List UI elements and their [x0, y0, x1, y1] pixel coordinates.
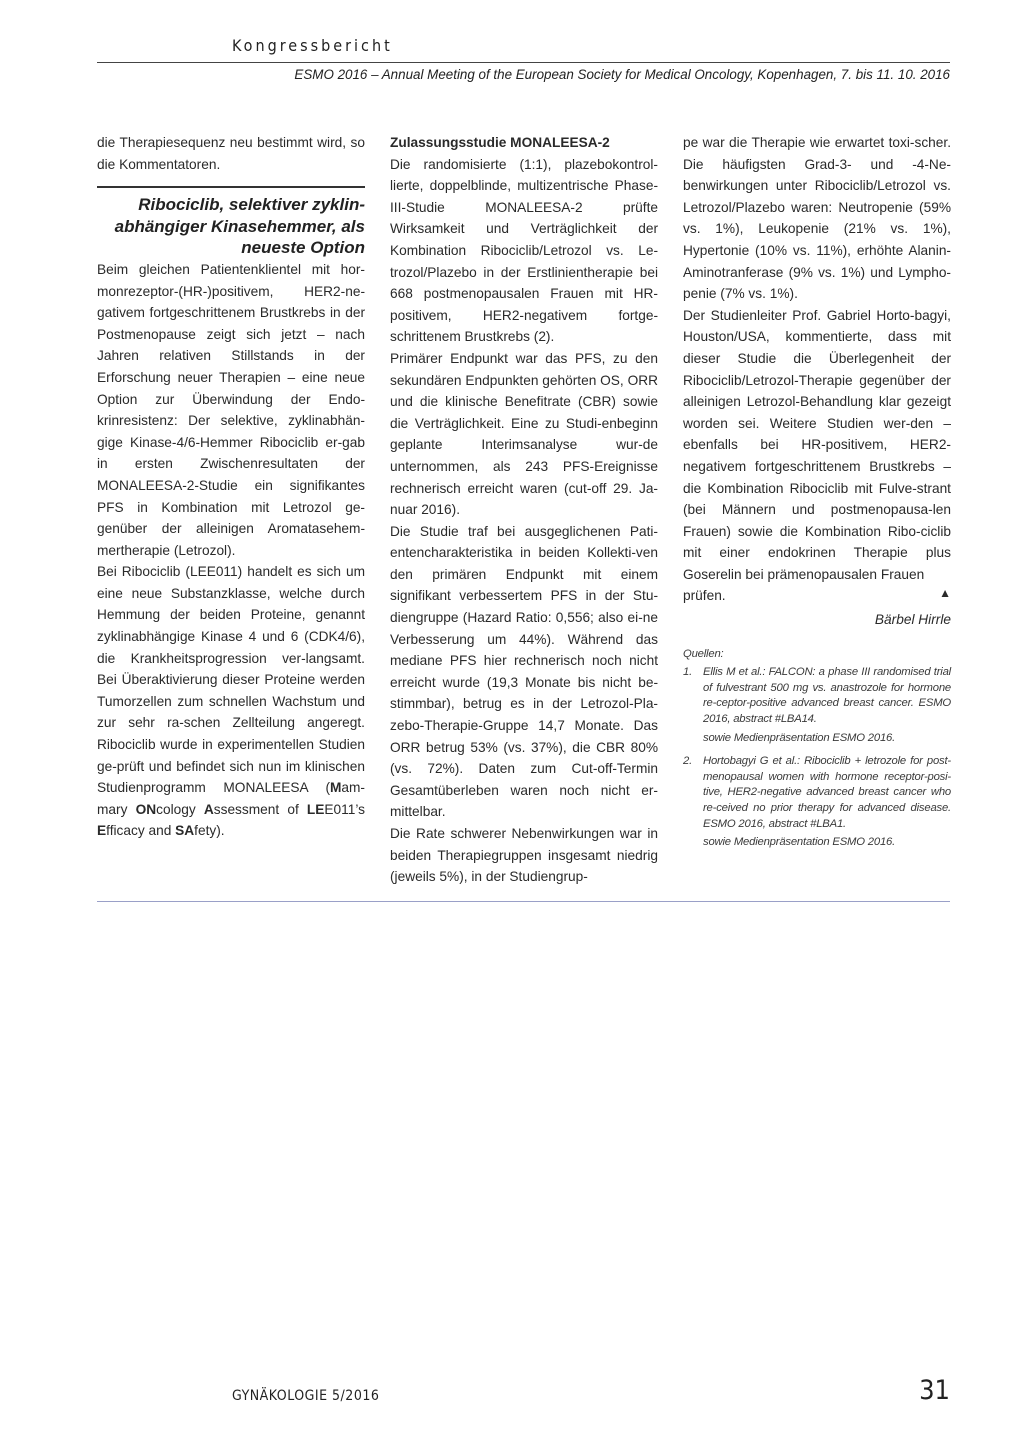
acronym-text: E011’s — [324, 801, 366, 817]
paragraph-text: prüfen. — [683, 588, 726, 604]
acronym-text: am-mary — [97, 780, 365, 817]
reference-text: Hortobagyi G et al.: Ribociclib + letrozole for post-menopausal women with hormone receptor-posi-tive, HER2-negative advanced breast cancer who re-ceived no prior therapy for advanced disease. ESMO 2016, abstract #LBA1. — [703, 755, 951, 830]
journal-footer: GYNÄKOLOGIE 5/2016 — [232, 1388, 380, 1404]
acronym-letter: ON — [135, 801, 157, 817]
reference-note: sowie Medienpräsentation ESMO 2016. — [703, 731, 896, 744]
paragraph: Primärer Endpunkt war das PFS, zu den sekundären Endpunkten gehörten OS, ORR und die klinische Benefitrate (CBR) sowie die Verträglichkeit. Eine zu Studi-enbeginn geplante Interimsanalyse wur-de unternommen, als 243 PFS-Ereignisse rechnerisch erreicht waren (cut-off 29. Ja-nuar 2016). — [390, 350, 658, 518]
reference-item — [683, 665, 951, 727]
acronym-text: fficacy and — [106, 823, 176, 839]
meeting-subtitle: ESMO 2016 – Annual Meeting of the European Society for Medical Oncology, Kopenhagen, 7. bis 11. 10. 2016 — [294, 67, 950, 82]
paragraph — [97, 561, 365, 842]
reference-number: 1. — [683, 666, 693, 679]
acronym-letter: LE — [306, 801, 325, 817]
header-rule — [97, 62, 950, 63]
column-3 — [683, 132, 951, 859]
paragraph: Der Studienleiter Prof. Gabriel Horto-bagyi, Houston/USA, kommentierte, dass mit dieser Studie die Überlegenheit der Ribociclib/Letrozol-Therapie gegenüber der alleinigen Letrozol-Behandlung klar gezeigt worden sei. Weitere Studien wer-den – ebenfalls bei HR-positivem, HER2-negativem fortgeschrittenem Brustkrebs – die Kombination Ribociclib mit Fulve-strant (bei Männern und postmenopausa-len Frauen) sowie die Kombination Ribo-ciclib mit einer endokrinen Therapie plus Goserelin bei prämenopausalen Frauen — [683, 307, 951, 582]
acronym-text: cology — [156, 801, 204, 817]
section-rule — [97, 186, 365, 188]
paragraph-end — [683, 585, 951, 607]
acronym-letter: M — [330, 780, 342, 796]
paragraph: Die Studie traf bei ausgeglichenen Pati-entencharakteristika in beiden Kollekti-ven den primären Endpunkt mit einem signifikant verbessertem PFS in der Stu-diengruppe (Hazard Ratio: 0,556; also ei-ne Verbesserung um 44%). Während das mediane PFS hier rechnerisch noch nicht erreicht wurde (19,3 Monate bis nicht be-stimmbar), betrug es in der Letrozol-Pla-zebo-Therapie-Gruppe 14,7 Monate. Das ORR betrug 53% (vs. 37%), die CBR 80% (vs. 72%). Daten zum Cut-off-Termin Gesamtüberleben waren noch nicht er-mittelbar. — [390, 523, 658, 820]
section-heading: Ribociclib, selektiver zyklin-abhängiger Kinasehemmer, als neueste Option — [114, 195, 365, 258]
references-heading: Quellen: — [683, 647, 724, 660]
content-bottom-rule — [97, 901, 950, 902]
references — [683, 647, 951, 851]
column-2 — [390, 132, 658, 888]
reference-item — [683, 754, 951, 832]
acronym-letter: E — [97, 823, 107, 839]
section-title: Kongressbericht — [232, 36, 393, 55]
paragraph-text: Bei Ribociclib (LEE011) handelt es sich um eine neue Substanzklasse, welche durch Hemmung der beiden Proteine, genannt zyklinabhängige Kinase 4 und 6 (CDK4/6), die Krankheitsprogression ver-langsamt. Bei Überaktivierung dieser Proteine werden Tumorzellen zum schnellen Wachstum und zur sehr ra-schen Zellteilung angeregt. Ribociclib wurde in experimentellen Studien ge-prüft und befindet sich nun im klinischen Studienprogramm MONALEESA ( — [97, 564, 365, 796]
column-1 — [97, 132, 365, 842]
acronym-text: ssessment of — [213, 801, 307, 817]
end-triangle-icon: ▲ — [939, 586, 951, 601]
reference-note: sowie Medienpräsentation ESMO 2016. — [703, 836, 896, 849]
reference-text: Ellis M et al.: FALCON: a phase III randomised trial of fulvestrant 500 mg vs. anastrozole for hormone re-ceptor-positive advanced breast cancer. ESMO 2016, abstract #LBA14. — [703, 666, 951, 726]
paragraph: pe war die Therapie wie erwartet toxi-scher. Die häufigsten Grad-3- und -4-Ne-benwirkungen unter Ribociclib/Letrozol vs. Letrozol/Plazebo waren: Neutropenie (59% vs. 1%), Leukopenie (21% vs. 1%), Hypertonie (10% vs. 11%), erhöhte Alanin-Aminotranferase (9% vs. 1%) und Lympho-penie (7% vs. 1%). — [683, 135, 951, 302]
reference-number: 2. — [683, 755, 693, 768]
acronym-letter: A — [203, 801, 214, 817]
author-signature: Bärbel Hirrle — [874, 612, 951, 628]
subheading: Zulassungsstudie MONALEESA-2 — [390, 135, 610, 150]
paragraph: Die randomisierte (1:1), plazebokontrol-lierte, doppelblinde, multizentrische Phase-III-Studie MONALEESA-2 prüfte Wirksamkeit und Verträglichkeit der Kombination Ribociclib/Letrozol vs. Le-trozol/Plazebo in der Erstlinientherapie bei 668 postmenopausalen Frauen mit HR-positivem, HER2-negativem fortge-schrittenem Brustkrebs (2). — [390, 156, 658, 345]
page-number: 31 — [919, 1375, 950, 1406]
paragraph: Beim gleichen Patientenklientel mit hor-monrezeptor-(HR-)positivem, HER2-ne-gativem fortgeschrittenem Brustkrebs in der Postmenopause zeigt sich jetzt – nach Jahren relativen Stillstands in der Erforschung neuer Therapien – eine neue Option zur Überwindung der Endo-krinresistenz: Der selektive, zyklinabhän-gige Kinase-4/6-Hemmer Ribociclib er-gab in ersten Zwischenresultaten der MONALEESA-2-Studie ein signifikantes PFS in Kombination mit Letrozol ge-genüber der alleinigen Aromatasehem-mertherapie (Letrozol). — [97, 261, 365, 558]
acronym-letter: SA — [175, 823, 195, 839]
intro-paragraph: die Therapiesequenz neu bestimmt wird, so die Kommentatoren. — [97, 135, 365, 172]
paragraph: Die Rate schwerer Nebenwirkungen war in beiden Therapiegruppen insgesamt niedrig (jeweils 5%), in der Studiengrup- — [390, 826, 658, 885]
acronym-text: fety). — [194, 823, 225, 839]
